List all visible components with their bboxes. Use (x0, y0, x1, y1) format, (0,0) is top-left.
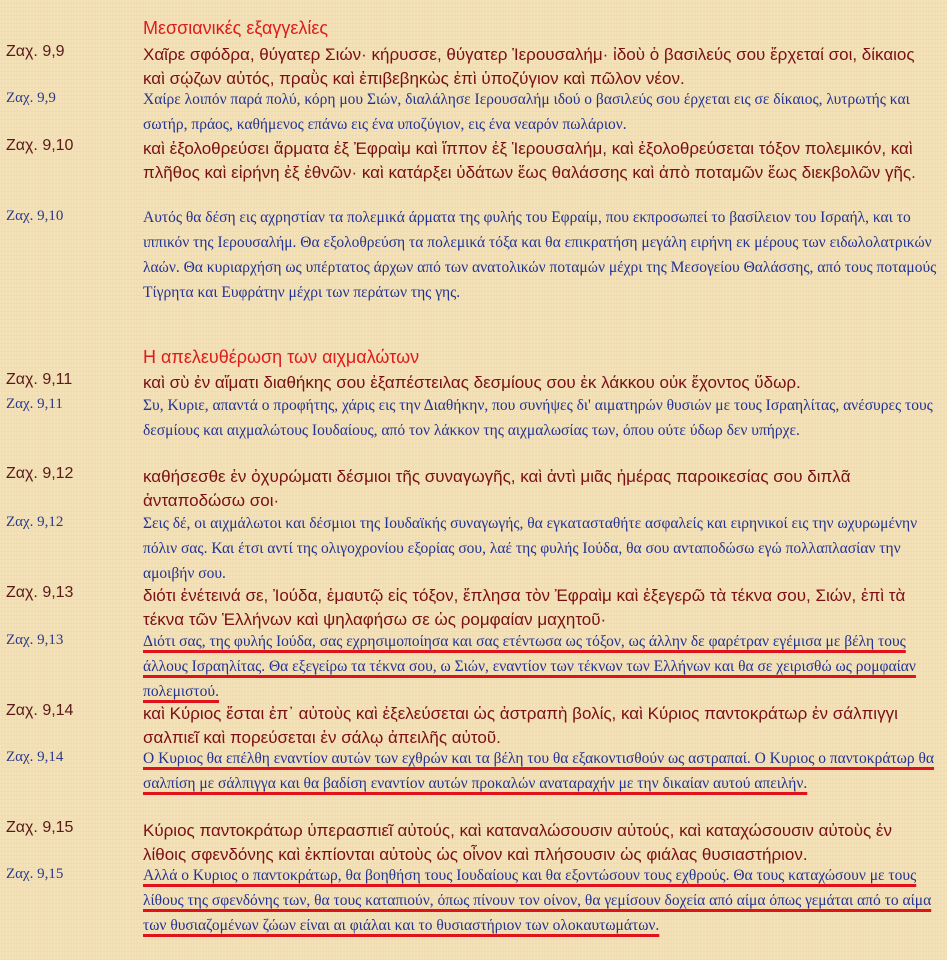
verse-translation-text-highlighted: Αλλά ο Κυριος ο παντοκράτωρ, θα βοηθήση τους Ιουδαίους και θα εξοντώσουν τους εχθρούς. Θα τους καταχώσουν με τους λίθους της σφενδόνης των, θα τους καταπιούν, όπως πίνουν τον οίνον, θα γεμίσουν δοχεία από αίμα όπως γεμάται από το αίμα των θυσιαζομένων ζώων είναι αι φιάλαι και το θυσιαστήριον των ολοκαυτωμάτων. (143, 867, 932, 934)
section-title: Η απελευθέρωση των αιχμαλώτων (143, 347, 420, 367)
verse-ref: Ζαχ. 9,11 (6, 396, 63, 412)
verse-ref: Ζαχ. 9,13 (6, 584, 74, 601)
verse-ref: Ζαχ. 9,12 (6, 465, 74, 482)
verse-ref: Ζαχ. 9,10 (6, 137, 74, 154)
verse-original-text: διότι ἐνέτεινά σε, Ἰούδα, ἑμαυτῷ εἰς τόξον, ἔπλησα τὸν Ἐφραὶμ καὶ ἐξεγερῶ τὰ τέκνα σου, Σιών, ἐπὶ τὰ τέκνα τῶν Ἑλλήνων καὶ ψηλαφήσω σε ὡς ρομφαίαν μαχητοῦ· (143, 586, 906, 629)
verse-ref: Ζαχ. 9,13 (6, 632, 64, 648)
verse-translation-text-highlighted: Διότι σας, της φυλής Ιούδα, σας εχρησιμοποίησα και σας ετέντωσα ως τόξον, ως άλλην δε φαρέτραν εγέμισα με βέλη τους άλλους Ισραηλίτας. Θα εξεγείρω τα τέκνα σου, ω Σιών, εναντίον των τέκνων των Ελλήνων και θα σε χειρισθώ ως ρομφαίαν πολεμιστού. (143, 633, 916, 700)
verse-original-text: καὶ Κύριος ἔσται ἐπ᾿ αὐτοὺς καὶ ἐξελεύσεται ὡς ἀστραπὴ βολίς, καὶ Κύριος παντοκράτωρ ἐν σάλπιγγι σαλπιεῖ καὶ πορεύσεται ἐν σάλῳ ἀπειλῆς αὐτοῦ. (143, 704, 898, 747)
verse-original-text: καὶ ἐξολοθρεύσει ἅρματα ἐξ Ἐφραὶμ καὶ ἵππον ἐξ Ἱερουσαλήμ, καὶ ἐξολοθρεύσεται τόξον πολεμικόν, καὶ πλῆθος καὶ εἰρήνη ἐξ ἐθνῶν· καὶ κατάρξει ὑδάτων ἕως θαλάσσης καὶ ἀπὸ ποταμῶν ἕως διεκβολῶν γῆς. (143, 139, 916, 182)
verse-translation-text: Συ, Κυριε, απαντά ο προφήτης, χάρις εις την Διαθήκην, που συνήψες δι' αιματηρών θυσιών με τους Ισραηλίτας, ανέσυρες τους δεσμίους και αιχμαλώτους Ιουδαίους, από τον λάκκον της αιχμαλωσίας των, όπου ούτε ύδωρ δεν υπήρχε. (143, 397, 933, 439)
verse-ref: Ζαχ. 9,9 (6, 43, 65, 60)
verse-original-text: Χαῖρε σφόδρα, θύγατερ Σιών· κήρυσσε, θύγατερ Ἱερουσαλήμ· ἰδοὺ ὁ βασιλεύς σου ἔρχεταί σοι, δίκαιος καὶ σῴζων αὐτός, πραῢς καὶ ἐπιβεβηκὼς ἐπὶ ὑποζύγιον καὶ πῶλον νέον. (143, 45, 915, 88)
verse-ref: Ζαχ. 9,11 (6, 371, 73, 388)
verse-translation-text: Αυτός θα δέση εις αχρηστίαν τα πολεμικά άρματα της φυλής του Εφραίμ, που εκπροσωπεί το βασίλειον του Ισραήλ, και το ιππικόν της Ιερουσαλήμ. Θα εξολοθρεύση τα πολεμικά τόξα και θα επικρατήση μεγάλη ειρήνη εκ μέρους των ειδωλολατρικών λαών. Θα κυριαρχήση ως υπέρτατος άρχων από των ανατολικών ποταμών μέχρι της Μεσογείου Θαλάσσης, από τους ποταμούς Τίγρητα και Ευφράτην μέχρι των περάτων της γης. (143, 209, 937, 301)
verse-translation-text: Σεις δέ, οι αιχμάλωτοι και δέσμιοι της Ιουδαϊκής συναγωγής, θα εγκατασταθήτε ασφαλείς και ειρηνικοί εις την ωχυρωμένην πόλιν σας. Και έτσι αντί της ολιγοχρονίου εξορίας σου, λαέ της φυλής Ιούδα, θα σου ανταποδώσω εγώ πολλαπλασίαν την αμοιβήν σου. (143, 515, 918, 582)
verse-ref: Ζαχ. 9,14 (6, 702, 74, 719)
verse-translation-text-highlighted: Ο Κυριος θα επέλθη εναντίον αυτών των εχθρών και τα βέλη του θα εξακοντισθούν ως αστραπαί. Ο Κυριος ο παντοκράτωρ θα σαλπίση με σάλπιγγα και θα βαδίση εναντίον αυτών προκαλών αναταραχήν με την δικαίαν αυτού απειλήν. (143, 750, 935, 792)
verse-original-text: καθήσεσθε ἐν ὀχυρώματι δέσμιοι τῆς συναγωγῆς, καὶ ἀντὶ μιᾶς ἡμέρας παροικεσίας σου διπλᾶ ἀνταποδώσω σοι· (143, 467, 851, 510)
verse-ref: Ζαχ. 9,10 (6, 208, 64, 224)
verse-ref: Ζαχ. 9,15 (6, 819, 74, 836)
verse-original-text: Κύριος παντοκράτωρ ὑπερασπιεῖ αὐτούς, καὶ καταναλώσουσιν αὐτούς, καὶ καταχώσουσιν αὐτοὺς ἐν λίθοις σφενδόνης καὶ ἐκπίονται αὐτοὺς ὡς οἶνον καὶ πλήσουσιν ὡς φιάλας θυσιαστήριον. (143, 821, 892, 864)
verse-ref: Ζαχ. 9,9 (6, 90, 56, 106)
verse-translation-text: Χαίρε λοιπόν παρά πολύ, κόρη μου Σιών, διαλάλησε Ιερουσαλήμ ιδού ο βασιλεύς σου έρχεται εις σε δίκαιος, λυτρωτής και σωτήρ, πράος, καθήμενος επάνω εις ένα υποζύγιον, εις ένα νεαρόν πωλάριον. (143, 91, 910, 133)
verse-ref: Ζαχ. 9,15 (6, 866, 64, 882)
verse-ref: Ζαχ. 9,12 (6, 514, 64, 530)
verse-ref: Ζαχ. 9,14 (6, 749, 64, 765)
verse-original-text: καὶ σὺ ἐν αἵματι διαθήκης σου ἐξαπέστειλας δεσμίους σου ἐκ λάκκου οὐκ ἔχοντος ὕδωρ. (143, 373, 801, 392)
section-title: Μεσσιανικές εξαγγελίες (143, 18, 329, 38)
